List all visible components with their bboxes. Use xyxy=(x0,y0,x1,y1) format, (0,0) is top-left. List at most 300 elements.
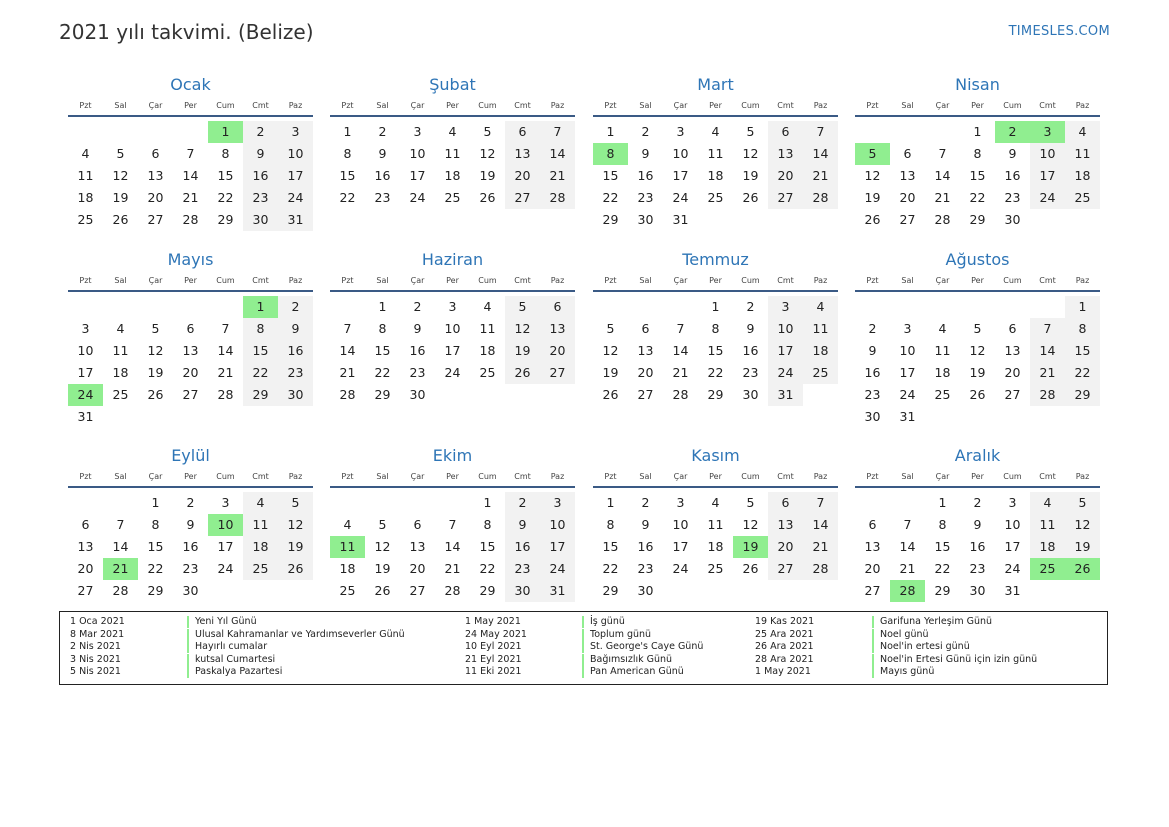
weekday-label: Pzt xyxy=(866,472,879,481)
day-cell: 12 xyxy=(479,146,496,161)
weekday-label: Çar xyxy=(673,276,688,285)
page-title: 2021 yılı takvimi. (Belize) xyxy=(59,20,314,44)
day-cell: 18 xyxy=(479,343,496,358)
day-cell: 10 xyxy=(1004,517,1021,532)
weekday-label: Pzt xyxy=(341,472,354,481)
weekday-label: Per xyxy=(184,276,197,285)
weekday-label: Pzt xyxy=(79,101,92,110)
weekday-label: Paz xyxy=(550,101,565,110)
day-cell: 4 xyxy=(343,517,352,532)
day-cell: 22 xyxy=(217,190,234,205)
day-cell: 5 xyxy=(378,517,387,532)
day-cell: 20 xyxy=(637,365,654,380)
day-cell: 27 xyxy=(899,212,916,227)
day-cell: 4 xyxy=(116,321,125,336)
day-cell: 9 xyxy=(505,514,540,536)
day-cell: 16 xyxy=(278,340,313,362)
day-cell: 18 xyxy=(707,168,724,183)
day-cell: 26 xyxy=(479,190,496,205)
weekday-label: Sal xyxy=(376,101,389,110)
day-cell: 11 xyxy=(243,514,278,536)
day-cell: 13 xyxy=(182,343,199,358)
month-name: Haziran xyxy=(421,250,484,269)
weekday-label: Cmt xyxy=(514,472,531,481)
day-cell: 24 xyxy=(1030,187,1065,209)
day-cell: 24 xyxy=(672,561,689,576)
day-cell: 13 xyxy=(768,514,803,536)
day-cell: 27 xyxy=(505,187,540,209)
weekday-label: Cmt xyxy=(252,276,269,285)
day-cell: 8 xyxy=(938,517,947,532)
day-cell: 27 xyxy=(637,387,654,402)
weekday-label: Per xyxy=(446,472,459,481)
day-cell: 16 xyxy=(864,365,881,380)
weekday-label: Cum xyxy=(216,472,235,481)
weekday-label: Per xyxy=(971,276,984,285)
weekday-label: Per xyxy=(709,276,722,285)
holiday-day: 26 xyxy=(1065,558,1100,580)
day-cell: 10 xyxy=(1030,143,1065,165)
day-cell: 14 xyxy=(934,168,951,183)
day-cell: 27 xyxy=(182,387,199,402)
legend-holiday-name: Toplum günü xyxy=(582,629,651,641)
day-cell: 27 xyxy=(768,558,803,580)
weekday-label: Paz xyxy=(1075,276,1090,285)
site-link[interactable]: TIMESLES.COM xyxy=(1008,24,1110,39)
weekday-label: Paz xyxy=(550,276,565,285)
day-cell: 12 xyxy=(742,517,759,532)
day-cell: 17 xyxy=(899,365,916,380)
legend-holiday-name: kutsal Cumartesi xyxy=(187,654,275,666)
day-cell: 25 xyxy=(444,190,461,205)
day-cell: 17 xyxy=(409,168,426,183)
day-cell: 17 xyxy=(540,536,575,558)
day-cell: 14 xyxy=(182,168,199,183)
day-cell: 31 xyxy=(278,209,313,231)
month-header-rule xyxy=(330,290,575,292)
day-cell: 3 xyxy=(903,321,912,336)
day-cell: 4 xyxy=(483,299,492,314)
day-cell: 13 xyxy=(147,168,164,183)
day-cell: 23 xyxy=(864,387,881,402)
day-cell: 12 xyxy=(374,539,391,554)
weekday-label: Per xyxy=(184,101,197,110)
legend-holiday-name: Bağımsızlık Günü xyxy=(582,654,672,666)
day-cell: 13 xyxy=(409,539,426,554)
day-cell: 18 xyxy=(803,340,838,362)
day-cell: 14 xyxy=(1030,340,1065,362)
day-cell: 29 xyxy=(479,583,496,598)
day-cell: 6 xyxy=(903,146,912,161)
day-cell: 30 xyxy=(969,583,986,598)
day-cell: 14 xyxy=(803,143,838,165)
weekday-label: Sal xyxy=(639,276,652,285)
day-cell: 11 xyxy=(77,168,94,183)
legend-holiday-name: Hayırlı cumalar xyxy=(187,641,267,653)
day-cell: 31 xyxy=(1004,583,1021,598)
weekday-label: Pzt xyxy=(79,276,92,285)
day-cell: 14 xyxy=(540,143,575,165)
day-cell: 29 xyxy=(707,387,724,402)
day-cell: 18 xyxy=(707,539,724,554)
day-cell: 6 xyxy=(413,517,422,532)
day-cell: 5 xyxy=(151,321,160,336)
day-cell: 30 xyxy=(505,580,540,602)
weekday-label: Paz xyxy=(550,472,565,481)
weekday-label: Sal xyxy=(639,101,652,110)
day-cell: 20 xyxy=(147,190,164,205)
day-cell: 21 xyxy=(444,561,461,576)
day-cell: 30 xyxy=(243,209,278,231)
day-cell: 19 xyxy=(602,365,619,380)
day-cell: 26 xyxy=(112,212,129,227)
day-cell: 5 xyxy=(606,321,615,336)
weekday-label: Cmt xyxy=(1039,101,1056,110)
day-cell: 6 xyxy=(641,321,650,336)
weekday-label: Cum xyxy=(1003,101,1022,110)
day-cell: 13 xyxy=(505,143,540,165)
day-cell: 23 xyxy=(278,362,313,384)
weekday-label: Cmt xyxy=(777,276,794,285)
day-cell: 11 xyxy=(707,517,724,532)
day-cell: 26 xyxy=(278,558,313,580)
day-cell: 16 xyxy=(243,165,278,187)
day-cell: 2 xyxy=(641,124,650,139)
day-cell: 8 xyxy=(343,146,352,161)
day-cell: 17 xyxy=(278,165,313,187)
day-cell: 21 xyxy=(934,190,951,205)
day-cell: 30 xyxy=(742,387,759,402)
month-name: Ocak xyxy=(170,75,211,94)
weekday-label: Çar xyxy=(148,101,163,110)
day-cell: 19 xyxy=(147,365,164,380)
day-cell: 15 xyxy=(602,539,619,554)
day-cell: 18 xyxy=(934,365,951,380)
day-cell: 3 xyxy=(448,299,457,314)
weekday-label: Cum xyxy=(1003,276,1022,285)
day-cell: 30 xyxy=(637,583,654,598)
day-cell: 12 xyxy=(969,343,986,358)
day-cell: 8 xyxy=(221,146,230,161)
legend-date: 28 Ara 2021 xyxy=(755,653,814,665)
weekday-label: Per xyxy=(446,101,459,110)
day-cell: 14 xyxy=(217,343,234,358)
legend-holiday-name: İş günü xyxy=(582,616,625,628)
day-cell: 11 xyxy=(112,343,129,358)
day-cell: 13 xyxy=(768,143,803,165)
month-name: Ağustos xyxy=(945,250,1010,269)
day-cell: 29 xyxy=(147,583,164,598)
weekday-label: Çar xyxy=(410,276,425,285)
day-cell: 28 xyxy=(672,387,689,402)
day-cell: 22 xyxy=(1065,362,1100,384)
day-cell: 22 xyxy=(339,190,356,205)
month-header-rule xyxy=(68,115,313,117)
day-cell: 16 xyxy=(409,343,426,358)
day-cell: 14 xyxy=(899,539,916,554)
legend-holiday-name: Noel günü xyxy=(872,629,929,641)
day-cell: 5 xyxy=(973,321,982,336)
day-cell: 17 xyxy=(672,539,689,554)
day-cell: 30 xyxy=(864,409,881,424)
day-cell: 16 xyxy=(742,343,759,358)
day-cell: 18 xyxy=(243,536,278,558)
day-cell: 7 xyxy=(803,121,838,143)
weekday-label: Sal xyxy=(114,101,127,110)
day-cell: 29 xyxy=(1065,384,1100,406)
day-cell: 11 xyxy=(934,343,951,358)
legend-holiday-name: Noel'in ertesi günü xyxy=(872,641,970,653)
day-cell: 29 xyxy=(243,384,278,406)
day-cell: 19 xyxy=(112,190,129,205)
day-cell: 20 xyxy=(77,561,94,576)
day-cell: 9 xyxy=(413,321,422,336)
weekday-label: Paz xyxy=(288,101,303,110)
legend-date: 24 May 2021 xyxy=(465,628,527,640)
day-cell: 25 xyxy=(479,365,496,380)
day-cell: 2 xyxy=(505,492,540,514)
day-cell: 3 xyxy=(768,296,803,318)
weekday-label: Sal xyxy=(639,472,652,481)
day-cell: 5 xyxy=(278,492,313,514)
day-cell: 12 xyxy=(278,514,313,536)
day-cell: 4 xyxy=(1030,492,1065,514)
day-cell: 13 xyxy=(864,539,881,554)
weekday-label: Çar xyxy=(410,101,425,110)
weekday-label: Çar xyxy=(410,472,425,481)
day-cell: 1 xyxy=(606,495,615,510)
day-cell: 24 xyxy=(278,187,313,209)
day-cell: 12 xyxy=(112,168,129,183)
day-cell: 28 xyxy=(803,558,838,580)
day-cell: 22 xyxy=(243,362,278,384)
day-cell: 5 xyxy=(116,146,125,161)
day-cell: 3 xyxy=(676,124,685,139)
weekday-label: Cum xyxy=(216,276,235,285)
day-cell: 30 xyxy=(182,583,199,598)
day-cell: 3 xyxy=(676,495,685,510)
month-header-rule xyxy=(855,115,1100,117)
day-cell: 15 xyxy=(339,168,356,183)
day-cell: 1 xyxy=(711,299,720,314)
day-cell: 24 xyxy=(409,190,426,205)
day-cell: 19 xyxy=(969,365,986,380)
weekday-label: Cum xyxy=(478,276,497,285)
day-cell: 31 xyxy=(540,580,575,602)
day-cell: 12 xyxy=(864,168,881,183)
day-cell: 4 xyxy=(803,296,838,318)
day-cell: 8 xyxy=(483,517,492,532)
day-cell: 6 xyxy=(1008,321,1017,336)
day-cell: 16 xyxy=(374,168,391,183)
holiday-day: 1 xyxy=(243,296,278,318)
day-cell: 5 xyxy=(746,495,755,510)
day-cell: 2 xyxy=(868,321,877,336)
day-cell: 28 xyxy=(934,212,951,227)
legend-date: 1 May 2021 xyxy=(465,616,521,627)
month-name: Temmuz xyxy=(682,250,749,269)
weekday-label: Cum xyxy=(741,276,760,285)
day-cell: 27 xyxy=(147,212,164,227)
day-cell: 7 xyxy=(343,321,352,336)
day-cell: 6 xyxy=(868,517,877,532)
weekday-label: Çar xyxy=(673,472,688,481)
weekday-label: Per xyxy=(971,101,984,110)
weekday-label: Pzt xyxy=(341,276,354,285)
day-cell: 15 xyxy=(934,539,951,554)
day-cell: 10 xyxy=(768,318,803,340)
legend-date: 19 Kas 2021 xyxy=(755,616,815,627)
day-cell: 28 xyxy=(444,583,461,598)
weekday-label: Cmt xyxy=(252,101,269,110)
day-cell: 16 xyxy=(637,539,654,554)
month-header-rule xyxy=(68,486,313,488)
day-cell: 25 xyxy=(707,561,724,576)
day-cell: 2 xyxy=(186,495,195,510)
day-cell: 7 xyxy=(676,321,685,336)
holiday-day: 11 xyxy=(330,536,365,558)
day-cell: 17 xyxy=(444,343,461,358)
day-cell: 23 xyxy=(637,190,654,205)
weekday-label: Çar xyxy=(148,472,163,481)
legend-holiday-name: Noel'in Ertesi Günü için izin günü xyxy=(872,654,1037,666)
day-cell: 18 xyxy=(1030,536,1065,558)
day-cell: 31 xyxy=(899,409,916,424)
weekday-label: Paz xyxy=(1075,101,1090,110)
day-cell: 20 xyxy=(864,561,881,576)
day-cell: 21 xyxy=(339,365,356,380)
day-cell: 18 xyxy=(112,365,129,380)
weekday-label: Sal xyxy=(901,276,914,285)
holiday-day: 28 xyxy=(890,580,925,602)
day-cell: 26 xyxy=(602,387,619,402)
weekday-label: Cmt xyxy=(1039,276,1056,285)
day-cell: 6 xyxy=(81,517,90,532)
day-cell: 11 xyxy=(479,321,496,336)
holiday-day: 8 xyxy=(593,143,628,165)
weekday-label: Sal xyxy=(376,276,389,285)
day-cell: 18 xyxy=(77,190,94,205)
day-cell: 11 xyxy=(707,146,724,161)
holiday-legend xyxy=(59,611,1108,685)
day-cell: 7 xyxy=(221,321,230,336)
day-cell: 23 xyxy=(409,365,426,380)
day-cell: 6 xyxy=(151,146,160,161)
weekday-label: Cum xyxy=(478,472,497,481)
weekday-label: Per xyxy=(446,276,459,285)
day-cell: 5 xyxy=(483,124,492,139)
day-cell: 7 xyxy=(1030,318,1065,340)
day-cell: 29 xyxy=(374,387,391,402)
day-cell: 28 xyxy=(112,583,129,598)
weekday-label: Pzt xyxy=(604,101,617,110)
legend-holiday-name: Mayıs günü xyxy=(872,666,934,678)
day-cell: 15 xyxy=(243,340,278,362)
legend-date: 26 Ara 2021 xyxy=(755,641,814,652)
day-cell: 12 xyxy=(147,343,164,358)
day-cell: 11 xyxy=(444,146,461,161)
day-cell: 1 xyxy=(378,299,387,314)
day-cell: 9 xyxy=(746,321,755,336)
weekday-label: Per xyxy=(184,472,197,481)
day-cell: 14 xyxy=(339,343,356,358)
day-cell: 19 xyxy=(742,168,759,183)
day-cell: 23 xyxy=(505,558,540,580)
day-cell: 21 xyxy=(803,536,838,558)
day-cell: 27 xyxy=(77,583,94,598)
weekday-label: Paz xyxy=(813,472,828,481)
day-cell: 11 xyxy=(803,318,838,340)
day-cell: 4 xyxy=(1065,121,1100,143)
month-name: Mart xyxy=(697,75,734,94)
day-cell: 24 xyxy=(540,558,575,580)
weekday-label: Cmt xyxy=(1039,472,1056,481)
day-cell: 9 xyxy=(186,517,195,532)
day-cell: 13 xyxy=(637,343,654,358)
day-cell: 26 xyxy=(374,583,391,598)
day-cell: 25 xyxy=(707,190,724,205)
day-cell: 21 xyxy=(182,190,199,205)
weekday-label: Cmt xyxy=(777,101,794,110)
day-cell: 7 xyxy=(448,517,457,532)
day-cell: 16 xyxy=(969,539,986,554)
weekday-label: Paz xyxy=(813,276,828,285)
weekday-label: Pzt xyxy=(866,101,879,110)
day-cell: 20 xyxy=(899,190,916,205)
day-cell: 15 xyxy=(374,343,391,358)
day-cell: 29 xyxy=(969,212,986,227)
holiday-day: 19 xyxy=(733,536,768,558)
day-cell: 22 xyxy=(934,561,951,576)
month-name: Eylül xyxy=(171,446,210,465)
legend-date: 8 Mar 2021 xyxy=(70,628,125,640)
day-cell: 9 xyxy=(278,318,313,340)
day-cell: 3 xyxy=(413,124,422,139)
day-cell: 4 xyxy=(243,492,278,514)
day-cell: 30 xyxy=(1004,212,1021,227)
month-header-rule xyxy=(593,486,838,488)
day-cell: 22 xyxy=(479,561,496,576)
day-cell: 1 xyxy=(938,495,947,510)
day-cell: 29 xyxy=(217,212,234,227)
day-cell: 2 xyxy=(278,296,313,318)
weekday-label: Pzt xyxy=(341,101,354,110)
day-cell: 5 xyxy=(505,296,540,318)
month-name: Kasım xyxy=(691,446,740,465)
day-cell: 7 xyxy=(803,492,838,514)
day-cell: 4 xyxy=(448,124,457,139)
day-cell: 2 xyxy=(243,121,278,143)
weekday-label: Çar xyxy=(935,276,950,285)
day-cell: 7 xyxy=(938,146,947,161)
day-cell: 9 xyxy=(973,517,982,532)
day-cell: 7 xyxy=(903,517,912,532)
holiday-day: 2 xyxy=(995,121,1030,143)
day-cell: 10 xyxy=(899,343,916,358)
day-cell: 30 xyxy=(637,212,654,227)
day-cell: 12 xyxy=(602,343,619,358)
day-cell: 1 xyxy=(973,124,982,139)
day-cell: 4 xyxy=(938,321,947,336)
legend-holiday-name: Pan American Günü xyxy=(582,666,684,678)
day-cell: 22 xyxy=(602,561,619,576)
day-cell: 1 xyxy=(483,495,492,510)
legend-date: 1 Oca 2021 xyxy=(70,616,125,627)
month-name: Ekim xyxy=(432,446,473,465)
day-cell: 19 xyxy=(505,340,540,362)
day-cell: 7 xyxy=(116,517,125,532)
day-cell: 16 xyxy=(182,539,199,554)
